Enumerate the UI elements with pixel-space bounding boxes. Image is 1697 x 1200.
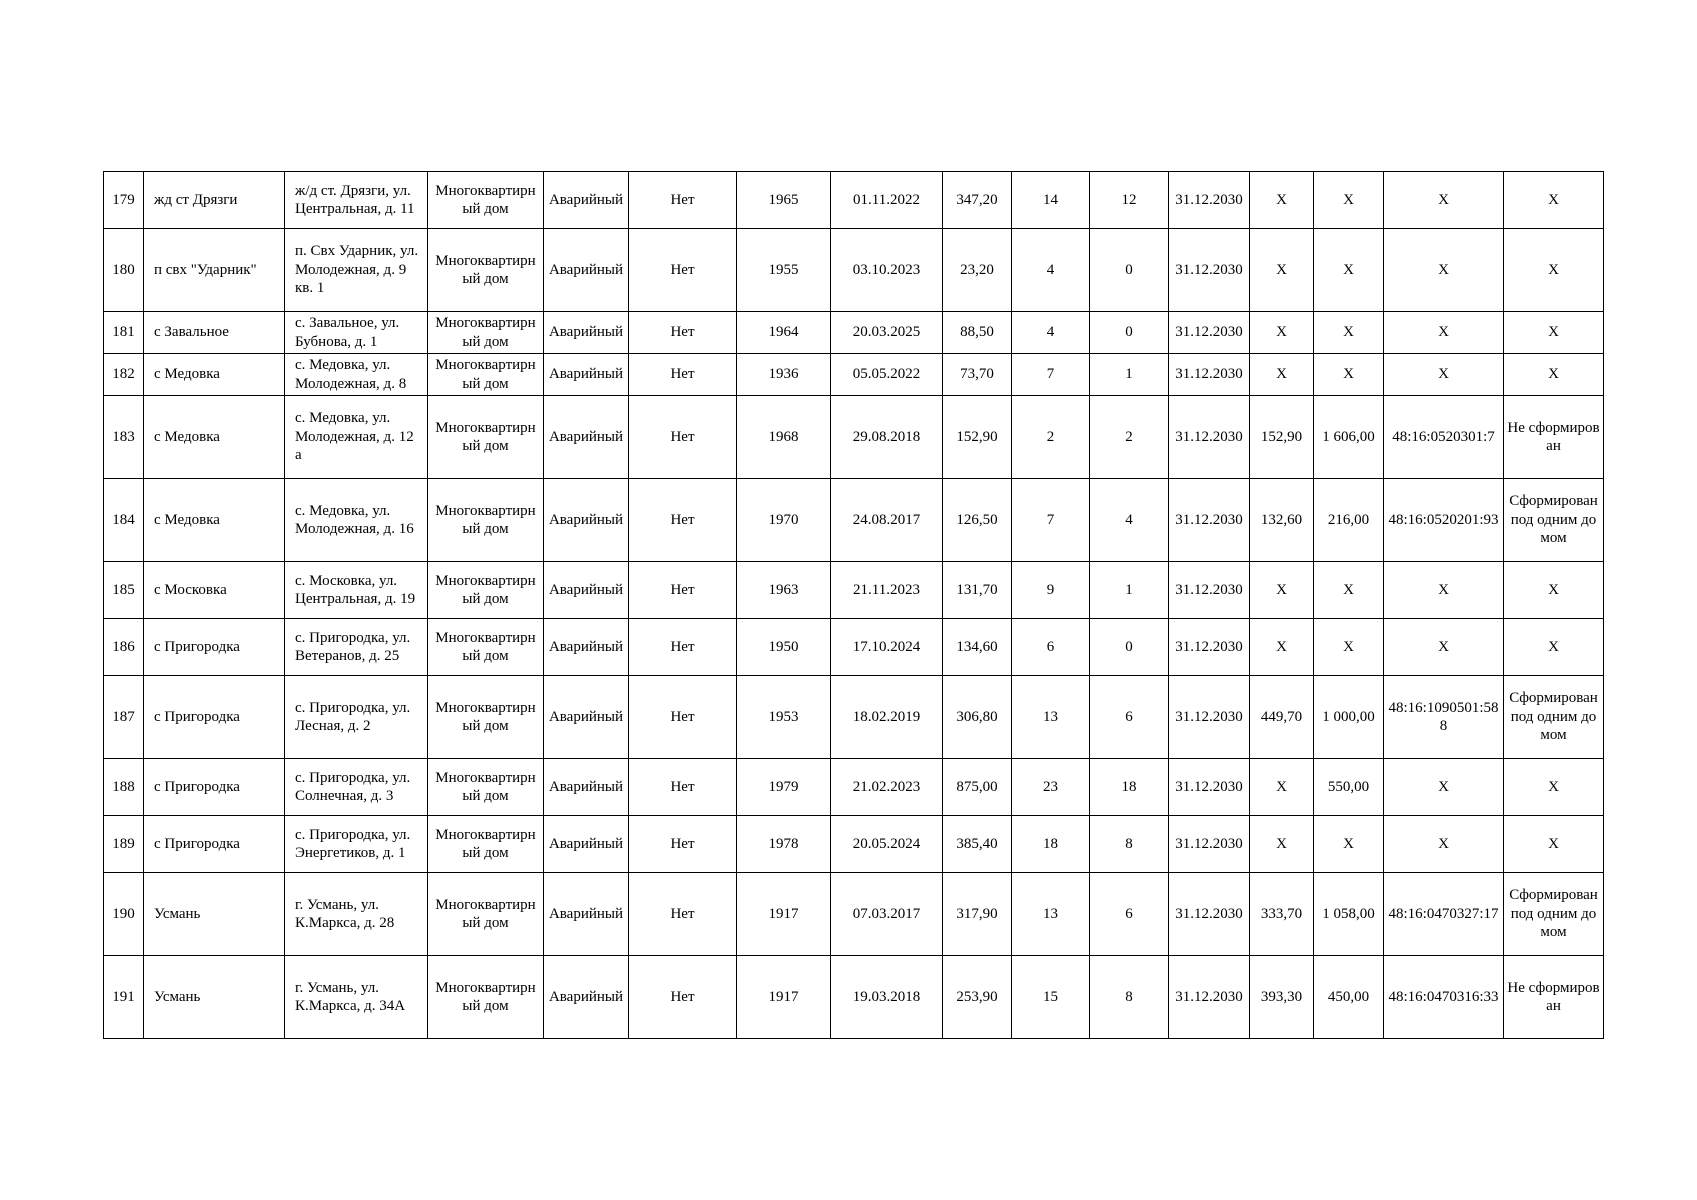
cadastral-number-cell: X — [1384, 172, 1504, 229]
building-type-cell: Многоквартирный дом — [428, 619, 544, 676]
residents-cell: 15 — [1012, 956, 1090, 1039]
deadline-cell: 31.12.2030 — [1169, 354, 1250, 396]
deadline-cell: 31.12.2030 — [1169, 479, 1250, 562]
settlement-cell: с Пригородка — [144, 619, 285, 676]
count-cell: 18 — [1090, 759, 1169, 816]
deadline-cell: 31.12.2030 — [1169, 562, 1250, 619]
area-cell: 875,00 — [943, 759, 1012, 816]
residents-cell: 7 — [1012, 354, 1090, 396]
building-type-cell: Многоквартирный дом — [428, 873, 544, 956]
land-status-cell: X — [1504, 229, 1604, 312]
recognition-date-cell: 07.03.2017 — [831, 873, 943, 956]
land-status-cell: X — [1504, 562, 1604, 619]
address-cell: с. Пригородка, ул. Солнечная, д. 3 — [285, 759, 428, 816]
land-status-cell: X — [1504, 312, 1604, 354]
settlement-cell: с Пригородка — [144, 816, 285, 873]
build-year-cell: 1953 — [737, 676, 831, 759]
cadastral-number-cell: 48:16:0470316:33 — [1384, 956, 1504, 1039]
settlement-cell: с Медовка — [144, 396, 285, 479]
area-2-cell: 152,90 — [1250, 396, 1314, 479]
building-type-cell: Многоквартирный дом — [428, 676, 544, 759]
address-cell: с. Медовка, ул. Молодежная, д. 16 — [285, 479, 428, 562]
table-row — [104, 676, 1604, 759]
area-2-cell: X — [1250, 312, 1314, 354]
area-cell: 23,20 — [943, 229, 1012, 312]
condition-cell: Аварийный — [544, 396, 629, 479]
table-row — [104, 759, 1604, 816]
residents-cell: 6 — [1012, 619, 1090, 676]
build-year-cell: 1950 — [737, 619, 831, 676]
recognition-date-cell: 21.02.2023 — [831, 759, 943, 816]
area-2-cell: 393,30 — [1250, 956, 1314, 1039]
land-area-cell: 1 058,00 — [1314, 873, 1384, 956]
row-number: 184 — [104, 479, 144, 562]
recognition-date-cell: 24.08.2017 — [831, 479, 943, 562]
cadastral-number-cell: X — [1384, 619, 1504, 676]
flag-cell: Нет — [629, 172, 737, 229]
settlement-cell: с Пригородка — [144, 676, 285, 759]
table-row — [104, 354, 1604, 396]
deadline-cell: 31.12.2030 — [1169, 676, 1250, 759]
land-area-cell: X — [1314, 229, 1384, 312]
building-type-cell: Многоквартирный дом — [428, 229, 544, 312]
area-cell: 385,40 — [943, 816, 1012, 873]
area-2-cell: X — [1250, 619, 1314, 676]
residents-cell: 7 — [1012, 479, 1090, 562]
land-status-cell: Не сформирован — [1504, 956, 1604, 1039]
recognition-date-cell: 20.03.2025 — [831, 312, 943, 354]
area-cell: 317,90 — [943, 873, 1012, 956]
area-cell: 134,60 — [943, 619, 1012, 676]
residents-cell: 13 — [1012, 873, 1090, 956]
area-2-cell: 132,60 — [1250, 479, 1314, 562]
count-cell: 12 — [1090, 172, 1169, 229]
settlement-cell: с Медовка — [144, 479, 285, 562]
count-cell: 1 — [1090, 562, 1169, 619]
row-number: 179 — [104, 172, 144, 229]
address-cell: с. Завальное, ул. Бубнова, д. 1 — [285, 312, 428, 354]
area-2-cell: X — [1250, 172, 1314, 229]
residents-cell: 23 — [1012, 759, 1090, 816]
residents-cell: 2 — [1012, 396, 1090, 479]
settlement-cell: с Медовка — [144, 354, 285, 396]
row-number: 180 — [104, 229, 144, 312]
recognition-date-cell: 18.02.2019 — [831, 676, 943, 759]
address-cell: с. Пригородка, ул. Энергетиков, д. 1 — [285, 816, 428, 873]
row-number: 190 — [104, 873, 144, 956]
deadline-cell: 31.12.2030 — [1169, 619, 1250, 676]
area-cell: 152,90 — [943, 396, 1012, 479]
recognition-date-cell: 03.10.2023 — [831, 229, 943, 312]
count-cell: 2 — [1090, 396, 1169, 479]
recognition-date-cell: 21.11.2023 — [831, 562, 943, 619]
settlement-cell: с Московка — [144, 562, 285, 619]
row-number: 181 — [104, 312, 144, 354]
address-cell: г. Усмань, ул. К.Маркса, д. 34А — [285, 956, 428, 1039]
building-type-cell: Многоквартирный дом — [428, 172, 544, 229]
condition-cell: Аварийный — [544, 354, 629, 396]
row-number: 186 — [104, 619, 144, 676]
condition-cell: Аварийный — [544, 229, 629, 312]
deadline-cell: 31.12.2030 — [1169, 312, 1250, 354]
area-2-cell: 449,70 — [1250, 676, 1314, 759]
land-status-cell: X — [1504, 759, 1604, 816]
count-cell: 6 — [1090, 873, 1169, 956]
area-cell: 306,80 — [943, 676, 1012, 759]
area-cell: 253,90 — [943, 956, 1012, 1039]
cadastral-number-cell: 48:16:0470327:17 — [1384, 873, 1504, 956]
land-status-cell: Сформирован под одним домом — [1504, 479, 1604, 562]
land-status-cell: X — [1504, 619, 1604, 676]
condition-cell: Аварийный — [544, 676, 629, 759]
recognition-date-cell: 01.11.2022 — [831, 172, 943, 229]
build-year-cell: 1917 — [737, 956, 831, 1039]
table-row — [104, 172, 1604, 229]
residents-cell: 13 — [1012, 676, 1090, 759]
settlement-cell: жд ст Дрязги — [144, 172, 285, 229]
count-cell: 8 — [1090, 956, 1169, 1039]
deadline-cell: 31.12.2030 — [1169, 759, 1250, 816]
land-status-cell: X — [1504, 354, 1604, 396]
cadastral-number-cell: X — [1384, 354, 1504, 396]
count-cell: 0 — [1090, 312, 1169, 354]
build-year-cell: 1965 — [737, 172, 831, 229]
land-status-cell: X — [1504, 172, 1604, 229]
address-cell: с. Пригородка, ул. Лесная, д. 2 — [285, 676, 428, 759]
area-cell: 347,20 — [943, 172, 1012, 229]
recognition-date-cell: 17.10.2024 — [831, 619, 943, 676]
land-area-cell: X — [1314, 619, 1384, 676]
flag-cell: Нет — [629, 816, 737, 873]
area-2-cell: X — [1250, 816, 1314, 873]
condition-cell: Аварийный — [544, 312, 629, 354]
residents-cell: 18 — [1012, 816, 1090, 873]
condition-cell: Аварийный — [544, 956, 629, 1039]
row-number: 191 — [104, 956, 144, 1039]
recognition-date-cell: 05.05.2022 — [831, 354, 943, 396]
table-row — [104, 312, 1604, 354]
table-row — [104, 479, 1604, 562]
area-2-cell: X — [1250, 562, 1314, 619]
count-cell: 0 — [1090, 229, 1169, 312]
area-2-cell: X — [1250, 354, 1314, 396]
area-2-cell: X — [1250, 759, 1314, 816]
building-type-cell: Многоквартирный дом — [428, 312, 544, 354]
area-2-cell: 333,70 — [1250, 873, 1314, 956]
settlement-cell: Усмань — [144, 956, 285, 1039]
building-type-cell: Многоквартирный дом — [428, 562, 544, 619]
condition-cell: Аварийный — [544, 873, 629, 956]
area-cell: 126,50 — [943, 479, 1012, 562]
residents-cell: 4 — [1012, 229, 1090, 312]
residents-cell: 14 — [1012, 172, 1090, 229]
land-area-cell: 1 606,00 — [1314, 396, 1384, 479]
address-cell: п. Свх Ударник, ул. Молодежная, д. 9 кв. 1 — [285, 229, 428, 312]
building-type-cell: Многоквартирный дом — [428, 396, 544, 479]
build-year-cell: 1963 — [737, 562, 831, 619]
flag-cell: Нет — [629, 479, 737, 562]
table-row — [104, 873, 1604, 956]
build-year-cell: 1936 — [737, 354, 831, 396]
land-area-cell: X — [1314, 816, 1384, 873]
residents-cell: 4 — [1012, 312, 1090, 354]
land-status-cell: Сформирован под одним домом — [1504, 676, 1604, 759]
address-cell: с. Медовка, ул. Молодежная, д. 12 а — [285, 396, 428, 479]
cadastral-number-cell: X — [1384, 816, 1504, 873]
building-type-cell: Многоквартирный дом — [428, 354, 544, 396]
land-area-cell: 1 000,00 — [1314, 676, 1384, 759]
cadastral-number-cell: X — [1384, 562, 1504, 619]
row-number: 185 — [104, 562, 144, 619]
address-cell: ж/д ст. Дрязги, ул. Центральная, д. 11 — [285, 172, 428, 229]
build-year-cell: 1970 — [737, 479, 831, 562]
cadastral-number-cell: 48:16:0520201:93 — [1384, 479, 1504, 562]
deadline-cell: 31.12.2030 — [1169, 873, 1250, 956]
recognition-date-cell: 29.08.2018 — [831, 396, 943, 479]
settlement-cell: с Завальное — [144, 312, 285, 354]
condition-cell: Аварийный — [544, 172, 629, 229]
cadastral-number-cell: X — [1384, 312, 1504, 354]
flag-cell: Нет — [629, 562, 737, 619]
land-area-cell: X — [1314, 172, 1384, 229]
row-number: 182 — [104, 354, 144, 396]
deadline-cell: 31.12.2030 — [1169, 816, 1250, 873]
condition-cell: Аварийный — [544, 759, 629, 816]
cadastral-number-cell: X — [1384, 759, 1504, 816]
build-year-cell: 1979 — [737, 759, 831, 816]
row-number: 188 — [104, 759, 144, 816]
cadastral-number-cell: 48:16:0520301:7 — [1384, 396, 1504, 479]
count-cell: 6 — [1090, 676, 1169, 759]
deadline-cell: 31.12.2030 — [1169, 172, 1250, 229]
cadastral-number-cell: X — [1384, 229, 1504, 312]
count-cell: 4 — [1090, 479, 1169, 562]
flag-cell: Нет — [629, 873, 737, 956]
build-year-cell: 1955 — [737, 229, 831, 312]
recognition-date-cell: 19.03.2018 — [831, 956, 943, 1039]
area-cell: 88,50 — [943, 312, 1012, 354]
building-type-cell: Многоквартирный дом — [428, 956, 544, 1039]
table-row — [104, 562, 1604, 619]
flag-cell: Нет — [629, 619, 737, 676]
settlement-cell: Усмань — [144, 873, 285, 956]
area-cell: 73,70 — [943, 354, 1012, 396]
settlement-cell: п свх "Ударник" — [144, 229, 285, 312]
land-area-cell: X — [1314, 312, 1384, 354]
table-row — [104, 619, 1604, 676]
deadline-cell: 31.12.2030 — [1169, 396, 1250, 479]
area-2-cell: X — [1250, 229, 1314, 312]
flag-cell: Нет — [629, 676, 737, 759]
count-cell: 1 — [1090, 354, 1169, 396]
flag-cell: Нет — [629, 229, 737, 312]
build-year-cell: 1917 — [737, 873, 831, 956]
land-status-cell: Не сформирован — [1504, 396, 1604, 479]
address-cell: с. Московка, ул. Центральная, д. 19 — [285, 562, 428, 619]
land-area-cell: 216,00 — [1314, 479, 1384, 562]
land-status-cell: Сформирован под одним домом — [1504, 873, 1604, 956]
row-number: 189 — [104, 816, 144, 873]
land-area-cell: X — [1314, 354, 1384, 396]
residents-cell: 9 — [1012, 562, 1090, 619]
recognition-date-cell: 20.05.2024 — [831, 816, 943, 873]
build-year-cell: 1964 — [737, 312, 831, 354]
flag-cell: Нет — [629, 354, 737, 396]
condition-cell: Аварийный — [544, 816, 629, 873]
address-cell: с. Пригородка, ул. Ветеранов, д. 25 — [285, 619, 428, 676]
table-row — [104, 396, 1604, 479]
building-type-cell: Многоквартирный дом — [428, 759, 544, 816]
deadline-cell: 31.12.2030 — [1169, 229, 1250, 312]
flag-cell: Нет — [629, 312, 737, 354]
count-cell: 8 — [1090, 816, 1169, 873]
land-area-cell: X — [1314, 562, 1384, 619]
build-year-cell: 1978 — [737, 816, 831, 873]
address-cell: г. Усмань, ул. К.Маркса, д. 28 — [285, 873, 428, 956]
flag-cell: Нет — [629, 956, 737, 1039]
condition-cell: Аварийный — [544, 562, 629, 619]
flag-cell: Нет — [629, 396, 737, 479]
housing-table — [103, 171, 1604, 1039]
flag-cell: Нет — [629, 759, 737, 816]
build-year-cell: 1968 — [737, 396, 831, 479]
building-type-cell: Многоквартирный дом — [428, 479, 544, 562]
area-cell: 131,70 — [943, 562, 1012, 619]
land-area-cell: 450,00 — [1314, 956, 1384, 1039]
building-type-cell: Многоквартирный дом — [428, 816, 544, 873]
address-cell: с. Медовка, ул. Молодежная, д. 8 — [285, 354, 428, 396]
condition-cell: Аварийный — [544, 619, 629, 676]
land-area-cell: 550,00 — [1314, 759, 1384, 816]
row-number: 183 — [104, 396, 144, 479]
deadline-cell: 31.12.2030 — [1169, 956, 1250, 1039]
table-row — [104, 956, 1604, 1039]
condition-cell: Аварийный — [544, 479, 629, 562]
table-row — [104, 816, 1604, 873]
row-number: 187 — [104, 676, 144, 759]
settlement-cell: с Пригородка — [144, 759, 285, 816]
count-cell: 0 — [1090, 619, 1169, 676]
cadastral-number-cell: 48:16:1090501:588 — [1384, 676, 1504, 759]
land-status-cell: X — [1504, 816, 1604, 873]
table-row — [104, 229, 1604, 312]
